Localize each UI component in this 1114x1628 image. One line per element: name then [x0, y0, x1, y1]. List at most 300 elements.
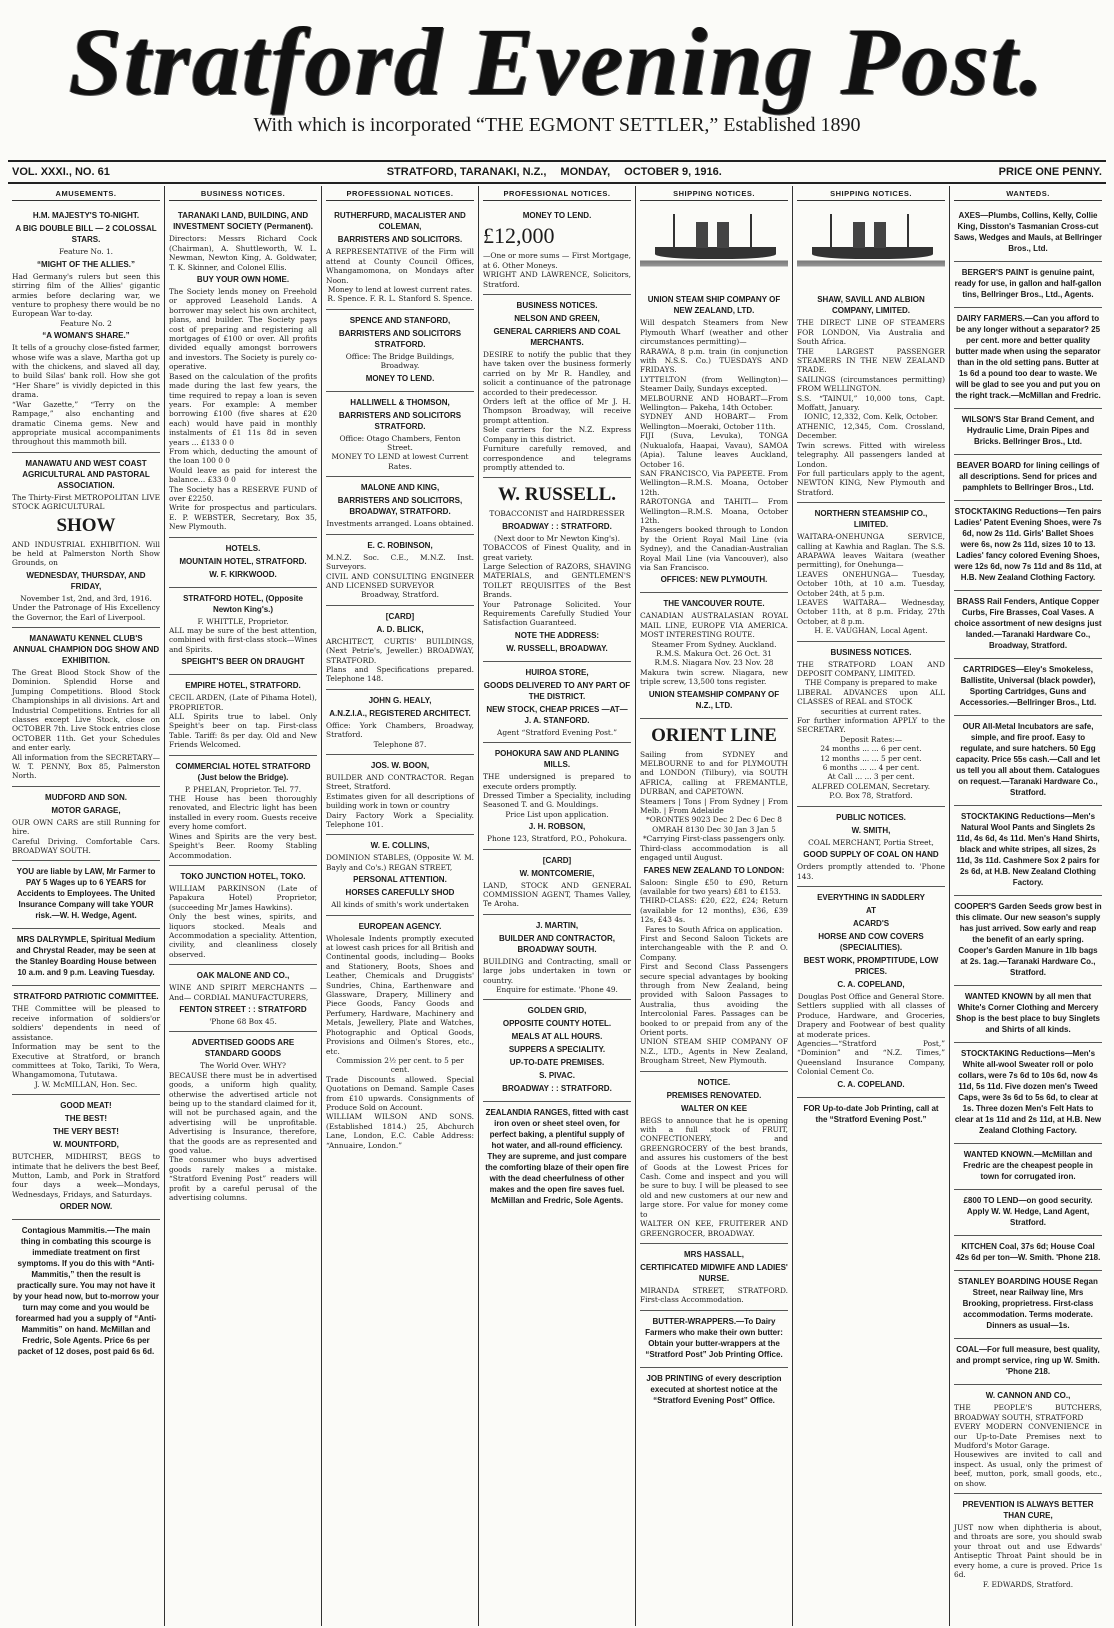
ad-heading: HORSES CAREFULLY SHOD: [345, 888, 455, 898]
advertisement: [326, 835, 474, 915]
ad-text: Dairy Factory Work a Speciality. Telephone 101.: [326, 810, 474, 829]
advertisement: [640, 205, 788, 593]
ad-text: Housewives are invited to call and inspect. As usual, only the primest of beef, mutton, pork, small goods, etc., on show.: [954, 1450, 1102, 1488]
ad-display-heading: SHOW: [56, 514, 116, 536]
advertisement: [12, 1095, 160, 1220]
ad-heading: NELSON AND GREEN,: [514, 314, 600, 324]
advertisement: [954, 501, 1102, 591]
ship-hull: [812, 247, 933, 259]
ad-line: Steamer From Sydney. Auckland.: [651, 639, 777, 649]
ad-heading: MOUNTAIN HOTEL, STRATFORD.: [179, 556, 307, 566]
column-header: SHIPPING NOTICES.: [797, 186, 945, 201]
ad-heading: UP-TO-DATE PREMISES.: [509, 1058, 605, 1068]
ad-heading: NOTICE.: [697, 1077, 731, 1087]
ad-line: Enquire for estimate. 'Phone 49.: [496, 985, 618, 995]
column-6: [793, 186, 950, 1626]
ad-text: WILLIAM PARKINSON (Late of Papakura Hotel) Proprietor, (succeeding Mr James Hawkins).: [169, 883, 317, 912]
ad-text: SAN FRANCISCO, Via PAPEETE. From Wellington—R.M.S. Moana, October 12th.: [640, 468, 788, 497]
ad-heading: FOR Up-to-date Job Printing, call at the “Stratford Evening Post.”: [803, 1103, 939, 1124]
ad-heading: JOHN G. HEALY,: [368, 695, 432, 705]
ad-heading: EMPIRE HOTEL, STRATFORD.: [185, 681, 301, 691]
advertisement: [12, 861, 160, 929]
ad-heading: J. H. ROBSON,: [528, 822, 586, 832]
steamship-illustration: [797, 212, 945, 290]
steamship-illustration: [640, 212, 788, 290]
advertisement: [954, 455, 1102, 501]
ad-text: The Society lends money on Freehold or approved Leasehold Lands. A borrower may select his own architect, plans, and builder. The Society pays cost of preparing and registering all mortgages of £100 or over. All profits divided equally amongst borrowers and investors. The Society is purely co-operative.: [169, 287, 317, 372]
advertisement: [169, 866, 317, 965]
advertisement: [640, 719, 788, 1072]
advertisement: [954, 896, 1102, 986]
ad-line: THE Company is prepared to make: [805, 678, 937, 688]
advertisement: [954, 262, 1102, 308]
place: STRATFORD, TARANAKI, N.Z.,: [386, 166, 547, 178]
ad-line: securities at current rates.: [820, 706, 922, 716]
ad-text: Third-class accommodation is all engaged until August.: [640, 843, 788, 863]
ad-heading: WANTED KNOWN.—McMillan and Fredric are the cheapest people in town for corrugated iron.: [963, 1150, 1093, 1182]
advertisement: [12, 453, 160, 628]
ad-heading: OUR All-Metal Incubators are safe, simple, and fire proof. Easy to regulate, and sure hatchers. 50 Egg capacity. Price 55s cash.—Call and let us tell you all about them. Catalogues on request.—Taranaki Hardware Co., Stratford.: [955, 722, 1101, 798]
ad-heading: UNION STEAMSHIP COMPANY OF N.Z., LTD.: [648, 689, 780, 710]
ad-line: F. EDWARDS, Stratford.: [982, 1579, 1074, 1589]
ad-text: Twin screws. Fitted with wireless telegraphy. All passengers landed at London.: [797, 440, 945, 469]
advertisement: [954, 1339, 1102, 1385]
advertisement: [326, 392, 474, 478]
advertisement: [326, 310, 474, 392]
ad-heading: FENTON STREET : : STRATFORD: [179, 1004, 307, 1014]
ad-text: BUTCHER, MIDHIRST, BEGS to intimate that he delivers the best Beef, Mutton, Lamb, and Pork in Stratford four days a week—Mondays, Wednesdays, Fridays, and Saturdays.: [12, 1152, 160, 1199]
ad-text: Directors: Messrs Richard Cock (Chairman), A. Shuttleworth, W. L. Newman, Newton King, A. Goldwater, T. K. Skinner, and Colonel Ellis.: [169, 234, 317, 272]
ad-heading: HUIROA STORE,: [525, 667, 589, 677]
ad-heading: [CARD]: [385, 611, 415, 621]
ad-text: M.N.Z. Soc. C.E., M.N.Z. Inst. Surveyors.: [326, 552, 474, 572]
advertisement: [954, 1494, 1102, 1594]
ad-line: Investments arranged. Loans obtained.: [326, 519, 474, 529]
ad-text: JUST now when diphtheria is about, and throats are sore, you should swab your throat out and use Edwards' Antiseptic Throat Paint should be in every home, a cure is proved. Price 1s 6d.: [954, 1523, 1102, 1580]
ad-text: ALL Spirits true to label. Only Speight's beer on tap. First-class Table. Tariff: 8s per day. Old and New Friends Welcomed.: [169, 712, 317, 750]
advertisement: [326, 477, 474, 534]
ad-display-heading: £12,000: [483, 223, 555, 249]
ad-heading: PREVENTION IS ALWAYS BETTER THAN CURE,: [962, 1500, 1094, 1521]
ad-line: 24 months ... ... 6 per cent.: [820, 744, 922, 754]
ad-heading: MRS HASSALL,: [684, 1249, 744, 1259]
ad-heading: TOKO JUNCTION HOTEL, TOKO.: [180, 871, 306, 881]
advertisement: [954, 806, 1102, 896]
ad-text: —One or more sums — First Mortgage, at 6. Other Moneys.: [483, 251, 631, 270]
ad-text: Office: York Chambers, Broadway, Stratford.: [326, 720, 474, 740]
advertisement: [954, 659, 1102, 716]
ad-heading: STRATFORD HOTEL, (Opposite Newton King's.): [183, 593, 303, 614]
ad-text: THE undersigned is prepared to execute orders promptly.: [483, 772, 631, 791]
ad-text: THE STRATFORD LOAN AND DEPOSIT COMPANY, LIMITED.: [797, 659, 945, 678]
ad-heading: THE VANCOUVER ROUTE.: [663, 599, 765, 609]
advertisement: [169, 205, 317, 537]
ad-line: Money to lend at lowest current rates.: [327, 285, 473, 295]
ad-display-heading: ORIENT LINE: [651, 724, 777, 746]
ad-line: J. W. McMILLAN, Hon. Sec.: [34, 1079, 138, 1089]
ad-text: SAILINGS (circumstances permitting) FROM WELLINGTON.: [797, 374, 945, 394]
dateline-center: [387, 166, 722, 178]
column-4: [479, 186, 636, 1626]
ship-mast: [907, 214, 909, 248]
ad-heading: MONEY TO LEND.: [522, 211, 592, 221]
advertisement: [483, 850, 631, 915]
advertisement: [954, 1271, 1102, 1339]
ship-mast: [750, 214, 752, 248]
advertisement: [326, 205, 474, 309]
ad-line: November 1st, 2nd, and 3rd, 1916.: [20, 593, 152, 603]
ad-text: Plans and Specifications prepared. Telephone 148.: [326, 664, 474, 684]
advertisement: [169, 588, 317, 676]
ad-text: Sailing from SYDNEY and MELBOURNE to and for PLYMOUTH and LONDON (Tilbury), via SOUTH AFRICA, calling at FREMANTLE, DURBAN, and CAPETOWN.: [640, 749, 788, 797]
ad-heading: OPPOSITE COUNTY HOTEL.: [502, 1019, 612, 1029]
ad-heading: W. E. COLLINS,: [370, 841, 430, 851]
column-header: PROFESSIONAL NOTICES.: [483, 186, 631, 201]
ad-text: BECAUSE there must be in advertised goods, a uniform high quality, otherwise the advertised article not being up to the standard claimed for it, will not be purchased again, and the advertising will be unprofitable. Advertising is Insurance, therefore, that the goods are as represented and good value.: [169, 1070, 317, 1156]
column-header: AMUSEMENTS.: [12, 186, 160, 201]
advertisement: [954, 308, 1102, 409]
advertisement: [954, 1144, 1102, 1190]
ad-text: BUILDING and Contracting, small or large jobs undertaken in town or country.: [483, 956, 631, 985]
advertisement: [169, 756, 317, 866]
ad-heading: BUILDER AND CONTRACTOR, BROADWAY SOUTH.: [499, 933, 615, 954]
ad-text: RARAWA, 8 p.m. train (in conjunction with N.S.S. Co.) TUESDAYS AND FRIDAYS.: [640, 346, 788, 375]
advertisement: [797, 887, 945, 1098]
ad-text: Dressed Timber a Speciality, including Seasoned T. and G. Mouldings.: [483, 791, 631, 810]
ad-heading: C. A. COPELAND.: [837, 1079, 905, 1089]
advertisement: [954, 591, 1102, 659]
ad-heading: COMMERCIAL HOTEL STRATFORD (Just below the Bridge).: [175, 761, 311, 782]
ad-heading: SPENCE AND STANFORD,: [349, 315, 451, 325]
ad-text: AND INDUSTRIAL EXHIBITION. Will be held at Palmerston North Show Grounds, on: [12, 539, 160, 568]
ad-heading: BUSINESS NOTICES.: [516, 301, 598, 311]
column-2: [165, 186, 322, 1626]
advertisement: [12, 628, 160, 787]
ad-heading: NORTHERN STEAMSHIP CO., LIMITED.: [814, 509, 928, 530]
ad-heading: BARRISTERS AND SOLICITORS STRATFORD.: [338, 328, 462, 349]
ad-text: SYDNEY AND HOBART— From Wellington—Moeraki, October 11th.: [640, 412, 788, 431]
ad-text: Agencies—“Stratford Post,” “Dominion” and “N.Z. Times,” Queensland Insurance Company, Colonial Cement Co.: [797, 1038, 945, 1077]
ad-line: 12 months ... ... 5 per cent.: [820, 753, 922, 763]
ad-text: ARCHITECT, CURTIS' BUILDINGS, (Next Petrie's, Jeweller.) BROADWAY, STRATFORD.: [326, 636, 474, 665]
ad-heading: GOOD SUPPLY OF COAL ON HAND: [803, 850, 939, 860]
ad-text: Passengers booked through to London by the Orient Royal Mail Line (via Sydney), and the Canadian-Australian Royal Mail Line (via Vancouver), also via San Francisco.: [640, 525, 788, 572]
ad-text: Only the best wines, spirits, and liquors stocked. Meals and Accommodation a speciality. Attention, civility, and cleanliness closely observed.: [169, 912, 317, 959]
ad-heading: BEAVER BOARD for lining ceilings of all descriptions. Send for prices and pamphlets to Bellringer Bros., Ltd.: [956, 461, 1100, 493]
column-5: [636, 186, 793, 1626]
ad-line: Commission 2½ per cent. to 5 per cent.: [336, 1055, 464, 1075]
ad-text: BEGS to announce that he is opening with a full stock of FRUIT, CONFECTIONERY, and GREENGROCERY of the best brands, and assures his customers of the best of Goods at the Lowest Prices for Cash. Come and inspect and you will be sure to buy. I will be pleased to see old and new customers at our new and large store. For value for money come to: [640, 1115, 788, 1219]
ad-text: First and Second Saloon Tickets are interchangeable with the P. and O. Company.: [640, 933, 788, 962]
ad-heading: CARTRIDGES—Eley's Smokeless, Ballistite, Universal (black powder), Sporting Cartridges, Guns and Accessories.—Bellringer Bros., Ltd.: [959, 665, 1097, 708]
advertisement: [326, 755, 474, 835]
ad-text: All information from the SECRETARY— W. T. PENNY, Box 85, Palmerston North.: [12, 752, 160, 781]
ad-line: Feature No. 2: [60, 318, 112, 328]
column-header: PROFESSIONAL NOTICES.: [326, 186, 474, 201]
ad-heading: WEDNESDAY, THURSDAY, AND FRIDAY,: [26, 570, 146, 591]
ad-heading: STOCKTAKING Reductions—Men's White all-wool Sweater roll or polo collars, were 7s 6d to 10s 6d, now 4s 11d, 5s 11d. Five dozen men's Tweed Caps, were 3s 6d to 5s 6d, to clear at 1s. Three dozen Men's Felt Hats to clear at 1s 11d and 2s 11d, at H.B. New Zealand Clothing Factory.: [954, 1049, 1102, 1136]
ad-heading: SHAW, SAVILL AND ALBION COMPANY, LIMITED.: [817, 295, 925, 316]
advertisement: [169, 1032, 317, 1207]
ad-heading: A BIG DOUBLE BILL — 2 COLOSSAL STARS.: [15, 224, 157, 245]
ad-text: Saloon: Single £50 to £90, Return (available for two years) £81 to £153.: [640, 877, 788, 896]
ad-heading: YOU are liable by LAW, Mr Farmer to PAY 5 Wages up to 6 YEARS for Accidents to Employees. The United Insurance Company will take YOUR risk.—W. H. Wedge, Agent.: [16, 867, 156, 921]
ad-text: CECIL ARDEN, (Late of Pihama Hotel), PROPRIETOR.: [169, 693, 317, 712]
advertisement: [169, 675, 317, 755]
ad-heading: C. A. COPELAND,: [837, 979, 905, 989]
advertisement: [797, 642, 945, 807]
ad-text: RAROTONGA and TAHITI— From Wellington—R.M.S. Moana, October 12th.: [640, 497, 788, 525]
ad-heading: HORSE AND COW COVERS (SPECIALITIES).: [818, 931, 924, 952]
ad-heading: W. SMITH,: [851, 825, 891, 835]
ad-heading: PREMISES RENOVATED.: [666, 1090, 762, 1100]
ad-heading: SUPPERS A SPECIALITY.: [508, 1045, 606, 1055]
ship-funnel: [717, 222, 729, 249]
ad-text: THE Committee will be pleased to receive information of soldiers'or soldiers' dependents in need of assistance.: [12, 1004, 160, 1042]
ad-heading: MRS DALRYMPLE, Spiritual Medium and Chrystal Reader, may be seen at the Stanley Boarding House between 10 a.m. and 9 p.m. Leaving Tuesday.: [15, 935, 157, 978]
advertisement: [954, 716, 1102, 806]
weekday: MONDAY,: [560, 166, 611, 178]
ad-heading: MONEY TO LEND.: [365, 373, 435, 383]
ad-text: Write for prospectus and particulars. E. P. WEBSTER, Secretary, Box 35, New Plymouth.: [169, 503, 317, 532]
ad-heading: AXES—Plumbs, Collins, Kelly, Collie King, Disston's Tasmanian Cross-cut Saws, Wedges and Mauls, at Bellringer Bros., Ltd.: [954, 211, 1102, 254]
ad-line: Price List upon application.: [505, 809, 609, 819]
advertisement: [640, 1072, 788, 1244]
ad-text: THE House has been thoroughly renovated, and Electric light has been installed in every room. Guests receive every home comfort.: [169, 794, 317, 832]
ad-heading: MANAWATU AND WEST COAST AGRICULTURAL AND PASTORAL ASSOCIATION.: [22, 458, 150, 490]
ad-line: F. WHITTLE, Proprietor.: [197, 616, 289, 626]
ship-funnel: [853, 222, 865, 249]
ad-heading: MANAWATU KENNEL CLUB'S ANNUAL CHAMPION DOG SHOW AND EXHIBITION.: [12, 633, 160, 665]
ad-text: It tells of a grouchy close-fisted farmer, whose wife was a slave, Martha got up with the chickens, and slaved all day, to build Silas' bank roll. How she got “Her Share” is vividly depicted in this drama.: [12, 343, 160, 400]
advertisement: [483, 662, 631, 743]
ad-display-heading: W. RUSSELL.: [497, 484, 617, 506]
ad-heading: BUY YOUR OWN HOME.: [196, 275, 290, 285]
ad-line: All kinds of smith's work undertaken: [331, 900, 469, 910]
ad-heading: NEW STOCK, CHEAP PRICES —AT— J. A. STANFORD.: [486, 704, 628, 725]
ad-heading: MUDFORD AND SON.: [45, 792, 127, 802]
ad-heading: BARRISTERS AND SOLICITORS STRATFORD.: [338, 410, 462, 431]
ad-heading: MALONE AND KING,: [360, 483, 440, 493]
ad-heading: A.N.Z.I.A., REGISTERED ARCHITECT.: [329, 708, 471, 718]
ad-text: A REPRESENTATIVE of the Firm will attend at County Council Offices, Whangamomona, on Mondays after Noon.: [326, 247, 474, 285]
ad-text: LEAVES WAITARA— Wednesday, October 11th, at 8 p.m. Friday, 27th October, at 8 p.m.: [797, 597, 945, 626]
ad-text: Large Selection of RAZORS, SHAVING MATERIALS, and GENTLEMEN'S TOILET REQUISITES of the Best Brands.: [483, 561, 631, 600]
ad-text: THE PEOPLE'S BUTCHERS, BROADWAY SOUTH, STRATFORD: [954, 1403, 1102, 1422]
ad-text: Settlers supplied with all classes of Produce, Hardware, and Groceries, Drapery and Footwear of best quality at moderate prices.: [797, 1001, 945, 1039]
ad-heading: BROADWAY : : STRATFORD.: [502, 521, 612, 531]
ad-heading: HOTELS.: [225, 543, 261, 553]
ad-heading: BERGER'S PAINT is genuine paint, ready for use, in gallon and half-gallon tins, Bellringer Bros., Ltd., Agents.: [954, 268, 1102, 300]
ad-heading: GOLDEN GRID,: [527, 1006, 587, 1016]
ad-text: FIJI (Suva, Levuka), TONGA (Nukualofa, Haapai, Vavau), SAMOA (Apia). Talune leaves Auckland, October 16.: [640, 431, 788, 469]
ad-heading: ORDER NOW.: [59, 1202, 113, 1212]
ad-heading: GENERAL CARRIERS AND COAL MERCHANTS.: [493, 327, 621, 348]
ad-heading: TARANAKI LAND, BUILDING, AND INVESTMENT SOCIETY (Permanent).: [173, 211, 313, 232]
advertisement: [954, 986, 1102, 1043]
advertisement: [12, 1220, 160, 1364]
ad-line: (Next door to Mr Newton King's).: [493, 533, 621, 543]
ad-line: At Call ... ... 3 per cent.: [827, 772, 915, 782]
ad-text: UNION STEAM SHIP COMPANY OF N.Z., LTD., Agents in New Zealand, Brougham Street, New Plymouth.: [640, 1037, 788, 1066]
ad-heading: FARES NEW ZEALAND TO LONDON:: [643, 865, 785, 875]
ad-heading: RUTHERFURD, MACALISTER AND COLEMAN,: [334, 211, 466, 232]
ad-heading: W. CANNON AND CO.,: [985, 1391, 1071, 1401]
ad-line: The World Over. WHY?: [200, 1061, 286, 1071]
ad-heading: Contagious Mammitis.—The main thing in combating this scourge is immediate treatment on first symptoms. If you do this with “Anti-Mammitis,” then the result is practically sure. You may not have it by your head now, but to-morrow your turn may come and you would be forearmed had you a supply of “Anti-Mammitis” on hand. McMillan and Fredric, Sole Agents. Price 6s per packet of 12 doses, post paid 6s 6d.: [13, 1226, 159, 1357]
ship-mast: [830, 214, 832, 248]
ad-heading: OAK MALONE AND CO.,: [196, 971, 290, 981]
ad-heading: “MIGHT OF THE ALLIES.”: [37, 259, 135, 269]
ad-text: WINE AND SPIRIT MERCHANTS —And— CORDIAL MANUFACTURERS,: [169, 983, 317, 1002]
ad-text: Steamers | Tons | From Sydney | From Melb. | From Adelaide: [640, 796, 788, 816]
ad-text: Information may be sent to the Executive at Stratford, or branch committees at Toko, Tariki, To Wera, Whangamomona, Tututawa.: [12, 1042, 160, 1080]
advertisement: [954, 1236, 1102, 1271]
ad-text: WALTER ON KEE, FRUITERER AND GREENGROCER, BROADWAY.: [640, 1219, 788, 1238]
ship-funnel: [696, 222, 708, 249]
ad-line: R. Spence. F. R. L. Stanford S. Spence.: [327, 294, 473, 304]
ad-text: Wines and Spirits are the very best. Speight's Beer. Roomy Stabling Accommodation.: [169, 831, 317, 860]
ad-heading: POHOKURA SAW AND PLANING MILLS.: [494, 749, 620, 770]
column-1: [8, 186, 165, 1626]
ad-heading: BARRISTERS AND SOLICITORS.: [337, 235, 463, 245]
advertisement: [483, 743, 631, 849]
ad-heading: BARRISTERS AND SOLICITORS, BROADWAY, STRATFORD.: [337, 496, 463, 517]
ad-text: CANADIAN AUSTRALASIAN ROYAL MAIL LINE, EUROPE VIA AMERICA. MOST INTERESTING ROUTE.: [640, 611, 788, 640]
ad-heading: BUTTER-WRAPPERS.—To Dairy Farmers who make their own butter: Obtain your butter-wrappers at the “Stratford Post” Job Printing Office.: [645, 1316, 783, 1359]
advertisement: [326, 916, 474, 1155]
ad-line: Fares to South Africa on application.: [645, 924, 783, 934]
advertisement: [640, 1244, 788, 1311]
ad-heading: DAIRY FARMERS.—Can you afford to be any longer without a separator? 25 per cent. more and better quality butter made when using the separator than in the old setting pans. Butter at 1s 6d a pound too dear to waste. We will be glad to see you and put you on the right track.—McMillan and Fredric.: [955, 314, 1101, 401]
ad-heading: OFFICES: NEW PLYMOUTH.: [660, 575, 768, 585]
ad-heading: “A WOMAN'S SHARE.”: [42, 331, 130, 341]
ad-heading: W. F. KIRKWOOD.: [209, 569, 277, 579]
ad-heading: E. C. ROBINSON,: [367, 540, 433, 550]
advertisement: [797, 205, 945, 503]
ad-text: Based on the calculation of the profits made during the last few years, the time required to repay a loan is seven years. For example: A member borrowing £100 (five shares at £20 each) would have paid in monthly instalments of £1 11s 8d in seven years ... £133 0 0: [169, 371, 317, 447]
ad-text: The Great Blood Stock Show of the Dominion. Splendid Horse and Jumping Competitions. Blood Stock Championships in all divisions. Art and Industrial Competitions. Entries for all classes except Live Stock, close on OCTOBER 7th. Live Stock entries close OCTOBER 11th. Get your Schedules and enter early.: [12, 667, 160, 753]
ad-text: BUILDER AND CONTRACTOR. Regan Street, Stratford.: [326, 772, 474, 792]
price: PRICE ONE PENNY.: [998, 166, 1102, 178]
ad-text: DOMINION STABLES, (Opposite W. M. Bayly and Co's.) REGAN STREET,: [326, 853, 474, 872]
ad-text: Would leave as paid for interest the balance... £33 0 0: [169, 465, 317, 485]
ad-heading: MEALS AT ALL HOURS.: [511, 1032, 603, 1042]
ad-heading: COAL—For full measure, best quality, and prompt service, ring up W. Smith. 'Phone 218.: [956, 1345, 1100, 1377]
ad-text: Had Germany's rulers but seen this stirring film of the Allies' gigantic armies before declaring war, we venture to prophesy there would be no European War to-day.: [12, 271, 160, 319]
advertisement: [12, 205, 160, 452]
advertisement: [483, 295, 631, 478]
ad-text: Wholesale Indents promptly executed at lowest cash prices for all British and Continental goods, including— Books and Stationery, Boots, Shoes and Leather, Chemicals and Druggists' Sundries, China, Earthenware and Glassware, Drapery, Millinery and Piece Goods, Fancy Goods and Perfumery, Hardware, Machinery and Metals, Jewellery, Plate and Watches, Photographic and Optical Goods, Provisions and Oilmen's Stores, etc., etc.: [326, 933, 474, 1056]
ad-heading: STANLEY BOARDING HOUSE Regan Street, near Railway line, Mrs Brooking, proprietress. First-class accommodation. Terms moderate. Dinners as usual—1s.: [958, 1277, 1098, 1331]
ad-line: COAL MERCHANT, Portia Street,: [808, 837, 934, 847]
ad-text: “War Gazette,” “Terry on the Rampage,” also enchanting and dramatic Cinema gems. New and appropriate musical accompaniments throughout this mammoth bill.: [12, 399, 160, 447]
ad-heading: WANTED KNOWN by all men that White's Corner Clothing and Mercery Shop is the best place to buy Singlets and Shirts of all kinds.: [955, 992, 1101, 1035]
ad-heading: BROADWAY : : STRATFORD.: [502, 1084, 612, 1094]
ad-text: The consumer who buys advertised goods rarely makes a mistake. “Stratford Evening Post” readers will profit by a careful perusal of the advertising columns.: [169, 1155, 317, 1203]
advertisement: [797, 503, 945, 641]
ad-heading: HALLIWELL & THOMSON,: [350, 397, 450, 407]
advertisement: [326, 535, 474, 606]
ad-heading: NOTE THE ADDRESS:: [514, 630, 600, 640]
advertisement: [483, 915, 631, 1001]
ad-text: The Society has a RESERVE FUND of over £2250.: [169, 484, 317, 503]
ad-text: Sole carriers for the N.Z. Express Company in this district.: [483, 425, 631, 444]
ad-heading: THE BEST!: [64, 1114, 108, 1124]
ad-line: P. PHELAN, Proprietor. Tel. 77.: [184, 784, 302, 794]
issue-date: OCTOBER 9, 1916.: [624, 166, 722, 178]
advertisement: [326, 606, 474, 690]
ad-line: *ORONTES 9023 Dec 2 Dec 6 Dec 8: [646, 815, 782, 825]
ad-text: WAITARA-ONEHUNGA SERVICE, calling at Kawhia and Raglan. The S.S. ARAPAWA leaves Waitara (weather permitting), for Onehunga—: [797, 532, 945, 570]
ad-text: THE LARGEST PASSENGER STEAMERS IN THE NEW ZEALAND TRADE.: [797, 346, 945, 375]
ad-heading: £800 TO LEND—on good security. Apply W. W. Hedge, Land Agent, Stratford.: [963, 1196, 1093, 1228]
ad-line: Agent “Stratford Evening Post.”: [497, 727, 617, 737]
ad-text: OUR OWN CARS are still Running for hire.: [12, 817, 160, 837]
ad-text: MIRANDA STREET, STRATFORD. First-class Accommodation.: [640, 1285, 788, 1305]
ad-heading: STOCKTAKING Reductions—Men's Natural Wool Pants and Singlets 2s 11d, 4s 6d, 4s 11d. Men's Hand Shirts, black and white stripes, all sizes, 2s 11d, 3s 11d. Cashmere Sox 2 pairs for 2s 6d, at H.B. New Zealand Clothing Factory.: [956, 812, 1100, 888]
ad-line: *Carrying First-class passengers only.: [642, 834, 786, 844]
advertisement: [797, 807, 945, 887]
ad-heading: BEST WORK, PROMPTITUDE, LOW PRICES.: [803, 955, 939, 976]
advertisement: [797, 1098, 945, 1132]
ad-heading: JOB PRINTING of every description executed at shortest notice at the “Stratford Evening Post” Office.: [646, 1373, 782, 1405]
ad-text: MELBOURNE AND HOBART—From Wellington— Pakeha, 14th October.: [640, 393, 788, 413]
ad-heading: W. MONTCOMERIE,: [519, 868, 595, 878]
ad-text: EVERY MODERN CONVENIENCE in our Up-to-Date Premises next to Mudford's Motor Garage.: [954, 1422, 1102, 1451]
ad-text: Careful Driving. Comfortable Cars. BROADWAY SOUTH.: [12, 836, 160, 856]
volume-number: VOL. XXXI., NO. 61: [12, 166, 110, 178]
ad-text: TOBACCOS of Finest Quality, and in great variety.: [483, 543, 631, 562]
ad-line: Douglas Post Office and General Store.: [797, 991, 945, 1001]
ad-text: Trade Discounts allowed. Special Quotations on Demand. Sample Cases from £10 upwards. Consignments of Produce Sold on Account.: [326, 1074, 474, 1112]
advertisement: [483, 478, 631, 661]
advertisement: [169, 965, 317, 1032]
ad-line: Phone 123, Stratford, P.O., Pohokura.: [487, 834, 627, 844]
advertisement: [12, 929, 160, 986]
ad-heading: GOOD MEAT!: [60, 1101, 112, 1111]
ad-text: Will despatch Steamers from New Plymouth Wharf (weather and other circumstances permitting)—: [640, 318, 788, 347]
ad-heading: A. D. BLICK,: [376, 624, 424, 634]
ad-line: 6 months ... ... 4 per cent.: [822, 763, 920, 773]
ad-heading: GOODS DELIVERED TO ANY PART OF THE DISTRICT.: [483, 680, 631, 701]
ad-heading: COOPER'S Garden Seeds grow best in this climate. Our new season's supply has just arrived. Sow early and reap the benefit of an early spring. Cooper's Garden Manure in 1lb bags at 2s. 1ag.—Taranaki Hardware Co., Stratford.: [954, 902, 1102, 978]
ad-heading: UNION STEAM SHIP COMPANY OF NEW ZEALAND, LTD.: [647, 295, 781, 316]
advertisement: [954, 1043, 1102, 1144]
ad-heading: BUSINESS NOTICES.: [830, 647, 912, 657]
column-7: [950, 186, 1106, 1626]
ad-heading: PERSONAL ATTENTION.: [353, 875, 447, 885]
advertisement: [169, 538, 317, 588]
ad-line: Office: The Bridge Buildings, Broadway.: [345, 351, 455, 371]
ad-heading: EVERYTHING IN SADDLERY: [817, 892, 925, 902]
ad-text: LEAVES ONEHUNGA— Tuesday, October 10th, at 10 a.m. Tuesday, October 24th, at 5 p.m.: [797, 569, 945, 598]
ad-text: DESIRE to notify the public that they have taken over the business formerly carried on by Mr R. Handley, and solicit a continuance of the patronage accorded to their predecessor.: [483, 350, 631, 397]
advertisement: [326, 690, 474, 755]
ad-text: Your Patronage Solicited. Your Requirements Carefully Studied Your Satisfaction Guaranteed.: [483, 599, 631, 628]
newspaper-title: Stratford Evening Post.: [68, 8, 1046, 115]
ad-text: WILLIAM WILSON AND SONS. (Established 1814.) 25, Abchurch Lane, London, E.C. Cable Address: “Annuaire, London.”: [326, 1112, 474, 1150]
ad-heading: ZEALANDIA RANGES, fitted with cast iron oven or sheet steel oven, for perfect baking, a plentiful supply of hot water, and all-round efficiency. They are supreme, and just compare the comforting blaze of their open fire with the dead cheerfulness of other makes and the open fire saves fuel. McMillan and Fredric, Sole Agents.: [485, 1108, 629, 1206]
ad-heading: CERTIFICATED MIDWIFE AND LADIES' NURSE.: [640, 1262, 788, 1283]
ad-heading: SPEIGHT'S BEER ON DRAUGHT: [181, 657, 305, 667]
ad-line: Telephone 87.: [373, 739, 427, 749]
ad-heading: W. MOUNTFORD,: [53, 1140, 119, 1150]
advertisement: [640, 1368, 788, 1413]
ad-text: Furniture carefully removed, and correspondence and telegrams promptly attended to.: [483, 444, 631, 472]
ad-text: Under the Patronage of His Excellency the Governor, the Earl of Liverpool.: [12, 603, 160, 622]
ad-heading: PUBLIC NOTICES.: [836, 812, 906, 822]
